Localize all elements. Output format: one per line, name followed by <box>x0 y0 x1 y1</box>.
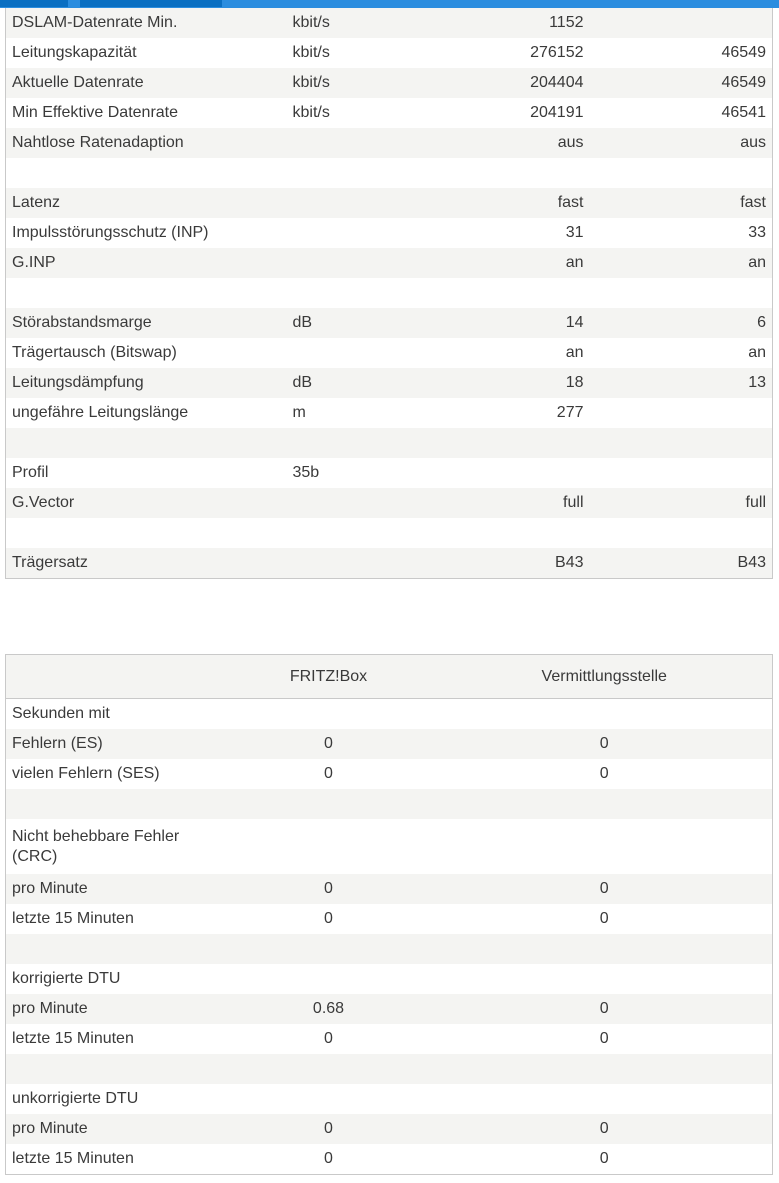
row-send-value: fast <box>590 188 773 218</box>
exchange-value: 0 <box>437 1144 773 1175</box>
row-send-value: 46549 <box>590 68 773 98</box>
row-label: Sekunden mit <box>6 699 221 730</box>
table-row <box>6 278 773 308</box>
exchange-value: 0 <box>437 759 773 789</box>
row-receive-value: 18 <box>407 368 590 398</box>
row-label: Latenz <box>6 188 287 218</box>
table-row <box>6 98 773 128</box>
row-label: letzte 15 Minuten <box>6 1024 221 1054</box>
exchange-value <box>437 1084 773 1114</box>
table-row <box>6 8 773 38</box>
header-label <box>6 655 221 699</box>
row-label: pro Minute <box>6 994 221 1024</box>
fritzbox-value: 0 <box>221 904 437 934</box>
table-row <box>6 729 773 759</box>
row-send-value: 6 <box>590 308 773 338</box>
table-row <box>6 934 773 964</box>
row-label: G.Vector <box>6 488 287 518</box>
row-receive-value: 277 <box>556 404 584 421</box>
row-label: pro Minute <box>6 1114 221 1144</box>
row-label: G.INP <box>6 248 287 278</box>
row-send-value: an <box>748 344 766 361</box>
header-fritzbox: FRITZ!Box <box>221 655 437 699</box>
row-receive-value: 276152 <box>530 44 584 61</box>
fritzbox-value: 0 <box>221 759 437 789</box>
row-receive-value <box>407 458 590 488</box>
row-label: vielen Fehlern (SES) <box>6 759 221 789</box>
row-receive-value: 1152 <box>407 8 590 38</box>
row-label: Leitungskapazität <box>12 44 137 61</box>
row-send-value <box>590 8 773 38</box>
table-row <box>6 188 773 218</box>
table-row <box>6 398 773 428</box>
row-receive-value <box>407 518 590 548</box>
exchange-value <box>437 1054 773 1084</box>
row-send-value: B43 <box>590 548 773 579</box>
row-receive-value: B43 <box>407 548 590 579</box>
table-row <box>6 68 773 98</box>
row-label: ungefähre Leitungslänge <box>12 404 189 421</box>
row-unit: 35b <box>292 464 320 481</box>
row-unit <box>287 248 407 278</box>
row-label: Störabstandsmarge <box>6 308 287 338</box>
table-row <box>6 789 773 819</box>
row-unit: dB <box>287 308 407 338</box>
table-row <box>6 699 773 730</box>
fritzbox-value: 0.68 <box>221 994 437 1024</box>
error-statistics-table <box>5 654 773 1175</box>
row-label: Impulsstörungsschutz (INP) <box>12 224 209 241</box>
row-send-value <box>590 428 773 458</box>
fritzbox-value <box>221 819 437 874</box>
exchange-value <box>437 964 773 994</box>
exchange-value <box>437 819 773 874</box>
row-receive-value: an <box>407 248 590 278</box>
table-row <box>6 1144 773 1175</box>
row-send-value: 13 <box>590 368 773 398</box>
row-send-value <box>590 518 773 548</box>
row-unit: dB <box>287 368 407 398</box>
row-label <box>6 518 287 548</box>
fritzbox-value <box>221 789 437 819</box>
row-label: Nicht behebbare Fehler (CRC) <box>6 819 221 874</box>
row-label: letzte 15 Minuten <box>6 1144 221 1175</box>
nav-tab-active[interactable] <box>80 0 222 7</box>
row-unit: kbit/s <box>287 8 407 38</box>
row-label: Profil <box>12 464 49 481</box>
row-unit <box>287 518 407 548</box>
fritzbox-value <box>221 1054 437 1084</box>
fritzbox-value <box>221 1084 437 1114</box>
row-label <box>6 1054 221 1084</box>
table-row <box>6 458 773 488</box>
row-label: Fehlern (ES) <box>6 729 221 759</box>
row-label: korrigierte DTU <box>6 964 221 994</box>
table-row <box>6 338 773 368</box>
row-receive-value: fast <box>407 188 590 218</box>
row-send-value <box>590 158 773 188</box>
row-label: DSLAM-Datenrate Min. <box>6 8 287 38</box>
row-label: Trägersatz <box>6 548 287 579</box>
row-label: Min Effektive Datenrate <box>12 104 179 121</box>
row-send-value: an <box>590 248 773 278</box>
row-label: Aktuelle Datenrate <box>6 68 287 98</box>
row-send-value: 46549 <box>721 44 766 61</box>
row-label <box>6 158 287 188</box>
table-row <box>6 964 773 994</box>
row-label <box>6 428 287 458</box>
row-label: Nahtlose Ratenadaption <box>6 128 287 158</box>
row-send-value: full <box>590 488 773 518</box>
table-row <box>6 428 773 458</box>
row-unit <box>287 188 407 218</box>
row-label: pro Minute <box>6 874 221 904</box>
row-label: unkorrigierte DTU <box>6 1084 221 1114</box>
exchange-value <box>437 699 773 730</box>
row-receive-value: full <box>407 488 590 518</box>
row-unit: kbit/s <box>292 104 330 121</box>
row-unit: m <box>292 404 306 421</box>
row-unit <box>287 158 407 188</box>
row-unit <box>287 548 407 579</box>
row-send-value <box>590 458 773 488</box>
table-row <box>6 128 773 158</box>
table-row <box>6 218 773 248</box>
row-unit <box>287 338 407 368</box>
row-unit <box>287 428 407 458</box>
table-row <box>6 904 773 934</box>
exchange-value <box>437 789 773 819</box>
row-unit: kbit/s <box>292 44 330 61</box>
table-row <box>6 759 773 789</box>
row-unit <box>287 218 407 248</box>
row-receive-value: 204404 <box>407 68 590 98</box>
table-row <box>6 874 773 904</box>
table-row <box>6 38 773 68</box>
row-send-value: 46541 <box>721 104 766 121</box>
table-row <box>6 819 773 874</box>
table-row <box>6 308 773 338</box>
exchange-value <box>437 934 773 964</box>
header-exchange: Vermittlungsstelle <box>437 655 773 699</box>
row-label <box>6 789 221 819</box>
table-row <box>6 158 773 188</box>
exchange-value: 0 <box>437 729 773 759</box>
table-row <box>6 488 773 518</box>
row-receive-value <box>407 428 590 458</box>
row-send-value: 33 <box>748 224 766 241</box>
table-row <box>6 248 773 278</box>
table-row <box>6 1024 773 1054</box>
row-receive-value: 204191 <box>530 104 584 121</box>
row-label: Trägertausch (Bitswap) <box>12 344 177 361</box>
exchange-value: 0 <box>437 1114 773 1144</box>
dsl-overview-table <box>5 8 773 579</box>
table-row <box>6 994 773 1024</box>
row-receive-value: 31 <box>565 224 584 241</box>
exchange-value: 0 <box>437 1024 773 1054</box>
fritzbox-value <box>221 964 437 994</box>
row-unit <box>287 488 407 518</box>
fritzbox-value: 0 <box>221 1114 437 1144</box>
fritzbox-value <box>221 934 437 964</box>
table-row <box>6 1114 773 1144</box>
table-header-row <box>6 655 773 699</box>
table-row <box>6 548 773 579</box>
exchange-value: 0 <box>437 994 773 1024</box>
table-row <box>6 1084 773 1114</box>
row-label: letzte 15 Minuten <box>6 904 221 934</box>
nav-tab[interactable] <box>0 0 68 7</box>
row-receive-value: aus <box>407 128 590 158</box>
fritzbox-value: 0 <box>221 874 437 904</box>
table-row <box>6 1054 773 1084</box>
fritzbox-value: 0 <box>221 1024 437 1054</box>
row-receive-value <box>407 158 590 188</box>
exchange-value: 0 <box>437 874 773 904</box>
row-label <box>6 934 221 964</box>
row-receive-value <box>407 278 590 308</box>
row-label <box>6 278 287 308</box>
table-row <box>6 518 773 548</box>
exchange-value: 0 <box>437 904 773 934</box>
row-label: Leitungsdämpfung <box>6 368 287 398</box>
row-receive-value: an <box>565 344 584 361</box>
row-receive-value: 14 <box>407 308 590 338</box>
table-row <box>6 368 773 398</box>
row-send-value <box>590 278 773 308</box>
row-unit: kbit/s <box>287 68 407 98</box>
row-unit <box>287 128 407 158</box>
fritzbox-value <box>221 699 437 730</box>
row-send-value: aus <box>590 128 773 158</box>
row-unit <box>287 278 407 308</box>
row-send-value <box>590 398 773 428</box>
fritzbox-value: 0 <box>221 1144 437 1175</box>
fritzbox-value: 0 <box>221 729 437 759</box>
top-navigation-bar <box>0 0 779 8</box>
